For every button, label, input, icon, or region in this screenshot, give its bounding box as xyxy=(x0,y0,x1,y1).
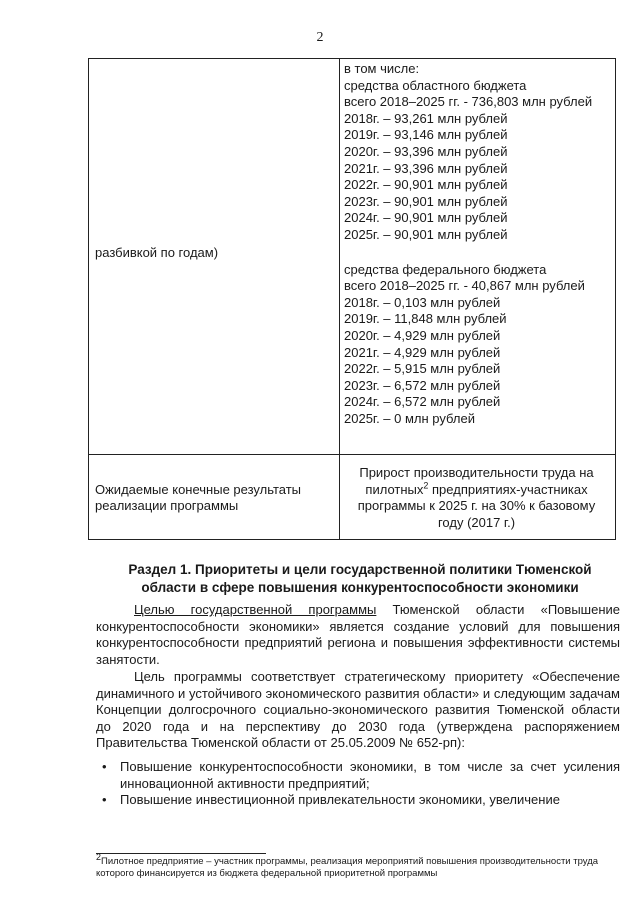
footnote-text: Пилотное предприятие – участник программы, реализация мероприятий повышения производительности труда которого финансируется из бюджета федеральной приоритетной программы xyxy=(96,856,599,879)
federal-year-line: 2019г. – 11,848 млн рублей xyxy=(344,311,507,327)
federal-year-line: 2021г. – 4,929 млн рублей xyxy=(344,344,501,360)
goal-underlined: Целью государственной программы xyxy=(134,602,377,617)
footnote xyxy=(96,851,620,880)
footnote-divider xyxy=(96,853,266,854)
table-row xyxy=(89,59,616,455)
federal-budget-total: всего 2018–2025 гг. - 40,867 млн рублей xyxy=(344,278,585,294)
list-item-text: Повышение конкурентоспособности экономики, в том числе за счет усиления инновационной активности предприятий; xyxy=(120,759,620,791)
results-text-end: предприятиях-участниках программы к 2025 г. на 30% к базовому году (2017 г.) xyxy=(357,481,596,530)
priority-text: Цель программы соответствует стратегическому приоритету «Обеспечение динамичного и устойчивого экономического развития области» и следующим задачам Концепции долгосрочного социально-экономического развития Тюменской области до 2020 года и на перспективу до 2030 года (утверждена распоряжением Правительства Тюменской области от 25.05.2009 № 652-рп): xyxy=(96,669,620,751)
paragraph-priority xyxy=(96,669,620,752)
federal-year-line: 2020г. – 4,929 млн рублей xyxy=(344,327,501,343)
table-row xyxy=(89,455,616,540)
regional-year-line: 2024г. – 90,901 млн рублей xyxy=(344,210,508,226)
federal-year-line: 2025г. – 0 млн рублей xyxy=(344,410,475,426)
budget-label-cell xyxy=(89,59,340,455)
bullet-icon: • xyxy=(102,792,107,808)
page-number: 2 xyxy=(316,30,324,45)
paragraph-goal xyxy=(96,602,620,668)
regional-year-line: 2022г. – 90,901 млн рублей xyxy=(344,177,508,193)
federal-year-line: 2024г. – 6,572 млн рублей xyxy=(344,394,501,410)
regional-year-line: 2020г. – 93,396 млн рублей xyxy=(344,143,508,159)
list-item xyxy=(96,759,620,792)
regional-budget-title: средства областного бюджета xyxy=(344,77,527,93)
regional-year-line: 2025г. – 90,901 млн рублей xyxy=(344,226,508,242)
budget-label: разбивкой по годам) xyxy=(95,245,219,260)
footnote-ref: 2 xyxy=(423,480,429,491)
results-value xyxy=(340,455,616,540)
regional-year-line: 2019г. – 93,146 млн рублей xyxy=(344,127,508,143)
federal-year-line: 2023г. – 6,572 млн рублей xyxy=(344,377,501,393)
budget-values-cell xyxy=(340,59,616,455)
regional-budget-total: всего 2018–2025 гг. - 736,803 млн рублей xyxy=(344,94,593,110)
federal-year-line: 2022г. – 5,915 млн рублей xyxy=(344,361,501,377)
regional-year-line: 2023г. – 90,901 млн рублей xyxy=(344,193,508,209)
bullet-icon: • xyxy=(102,759,107,774)
budget-table xyxy=(88,58,616,540)
budget-intro: в том числе: xyxy=(344,61,420,76)
regional-year-line: 2018г. – 93,261 млн рублей xyxy=(344,110,508,126)
list-item xyxy=(96,792,620,809)
regional-year-line: 2021г. – 93,396 млн рублей xyxy=(344,160,508,176)
section-heading: Раздел 1. Приоритеты и цели государственной политики Тюменской области в сфере повышения конкурентоспособности экономики xyxy=(128,562,592,595)
footnote-mark: 2 xyxy=(96,851,102,862)
goal-text: Тюменской области «Повышение конкурентоспособности экономики» является создание условий для повышения конкурентоспособности предприятий региона и повышения эффективности системы занятости. xyxy=(96,602,620,667)
federal-year-line: 2018г. – 0,103 млн рублей xyxy=(344,294,501,310)
federal-budget-title: средства федерального бюджета xyxy=(344,261,547,277)
results-text-start: Прирост производительности труда на пилотных xyxy=(359,465,594,497)
results-label: Ожидаемые конечные результаты реализации программы xyxy=(89,455,340,540)
task-list xyxy=(96,759,620,809)
list-item-text: Повышение инвестиционной привлекательности экономики, увеличение xyxy=(120,792,560,808)
